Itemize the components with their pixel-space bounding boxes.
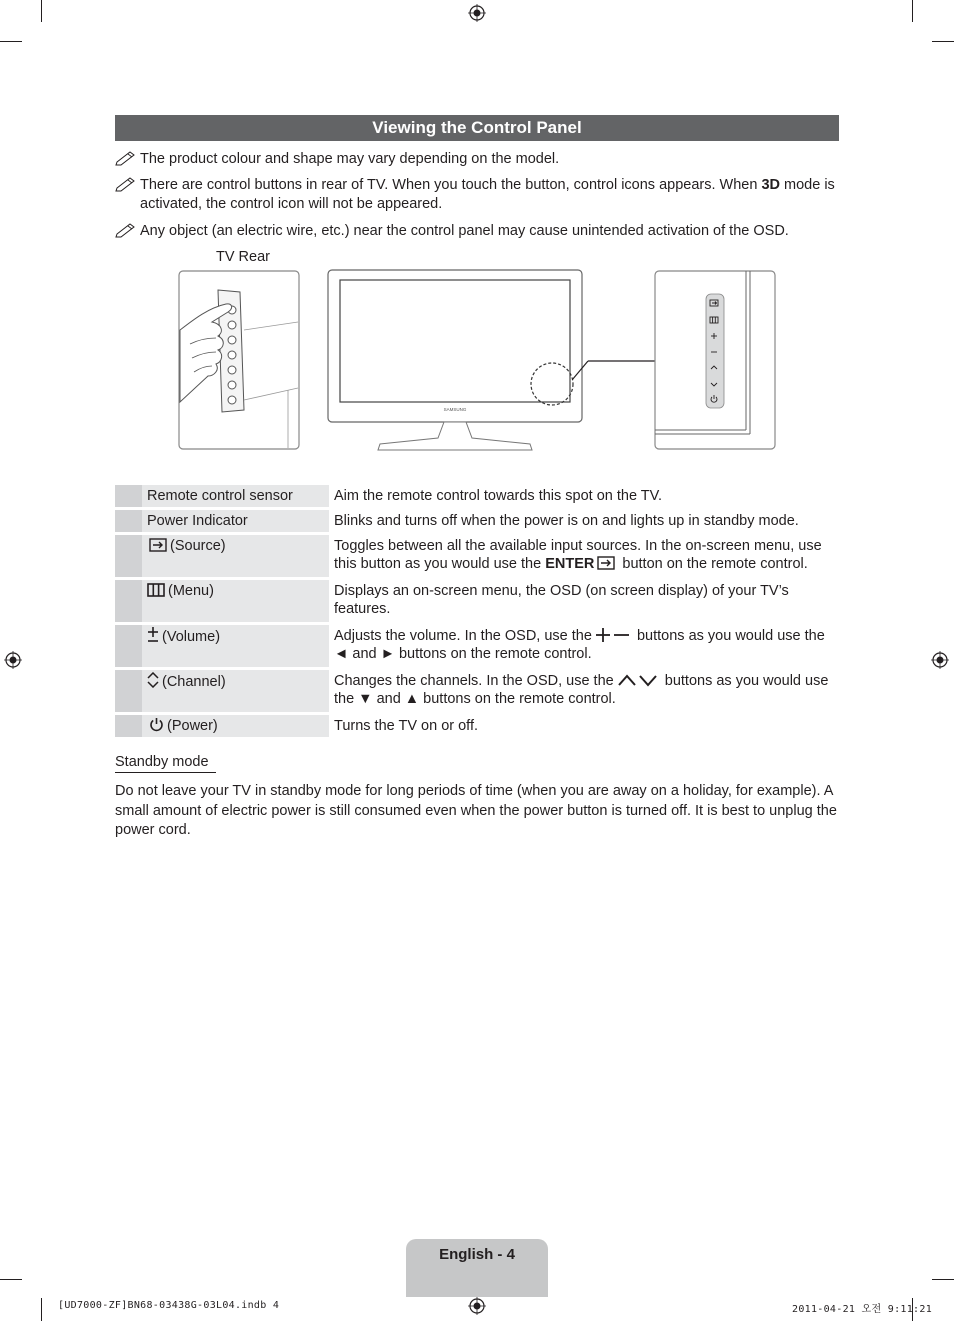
crop-mark <box>0 1279 22 1280</box>
row-description: buttons as you would use the ▼ and ▲ buttons on the remote control. <box>334 673 829 707</box>
table-row <box>115 715 839 737</box>
row-name: Power Indicator <box>142 510 329 532</box>
pencil-note-icon <box>115 150 137 166</box>
pencil-note-icon <box>115 176 137 192</box>
note-control-buttons <box>115 176 839 214</box>
volume-icon <box>147 627 159 643</box>
row-description: buttons as you would use the ◄ and ► buttons on the remote control. <box>334 628 825 662</box>
enter-icon <box>597 556 615 570</box>
enter-label: ENTER <box>545 556 595 572</box>
note-electric-wire <box>115 222 789 241</box>
crop-mark <box>0 41 22 42</box>
control-panel-closeup <box>654 270 776 450</box>
table-row <box>115 535 839 577</box>
registration-mark-icon <box>468 1297 486 1315</box>
row-description: Turns the TV on or off. <box>334 718 479 734</box>
table-row <box>115 670 839 712</box>
table-row <box>115 580 839 622</box>
note-text: There are control buttons in rear of TV. When you touch the button, control icons appears. When <box>140 177 762 193</box>
row-description: Toggles between all the available input sources. In the on-screen menu, use this button as you would use the <box>334 538 822 572</box>
print-timestamp: 2011-04-21 오전 9:11:21 <box>792 1304 933 1315</box>
row-marker <box>115 670 142 712</box>
table-row <box>115 625 839 667</box>
power-icon <box>149 717 164 732</box>
row-name: (Channel) <box>162 674 226 690</box>
row-marker <box>115 510 142 532</box>
callout-line <box>572 360 656 382</box>
note-text: The product colour and shape may vary depending on the model. <box>140 151 560 167</box>
tv-brand-logo: SAMSUNG <box>443 407 467 412</box>
table-row <box>115 485 839 507</box>
registration-mark-icon <box>468 4 486 22</box>
note-colour <box>115 150 559 169</box>
registration-mark-icon <box>931 651 949 669</box>
section-title: Viewing the Control Panel <box>115 115 839 141</box>
row-name: (Source) <box>170 538 226 554</box>
tv-rear-hand-illustration <box>178 270 300 450</box>
crop-mark <box>932 1279 954 1280</box>
row-name: (Power) <box>167 718 218 734</box>
row-marker <box>115 580 142 622</box>
note-text: mode is activated, the control icon will not be appeared. <box>140 177 835 212</box>
row-marker <box>115 625 142 667</box>
crop-mark <box>932 41 954 42</box>
menu-icon <box>147 583 165 597</box>
row-description: Adjusts the volume. In the OSD, use the <box>334 628 596 644</box>
crop-mark <box>912 0 913 22</box>
row-name: Remote control sensor <box>142 485 329 507</box>
crop-mark <box>41 0 42 22</box>
row-name: (Volume) <box>162 629 221 645</box>
up-down-chevron-icon <box>618 673 658 687</box>
table-row <box>115 510 839 532</box>
file-slug: [UD7000-ZF]BN68-03438G-03L04.indb 4 <box>58 1300 280 1311</box>
row-marker <box>115 715 142 737</box>
row-description: button on the remote control. <box>618 556 808 572</box>
row-description: Aim the remote control towards this spot on the TV. <box>334 488 663 504</box>
row-marker <box>115 485 142 507</box>
row-description: Changes the channels. In the OSD, use the <box>334 673 618 689</box>
plus-minus-icon <box>596 628 630 642</box>
source-icon <box>149 538 167 552</box>
tv-front-illustration <box>326 268 584 456</box>
registration-mark-icon <box>4 651 22 669</box>
note-text: Any object (an electric wire, etc.) near the control panel may cause unintended activation of the OSD. <box>140 223 789 239</box>
channel-icon <box>147 672 159 688</box>
row-description: Blinks and turns off when the power is on and lights up in standby mode. <box>334 513 799 529</box>
page-number: English - 4 <box>406 1239 548 1297</box>
row-description: Displays an on-screen menu, the OSD (on screen display) of your TV’s features. <box>334 583 789 617</box>
standby-heading: Standby mode <box>115 754 216 773</box>
tv-rear-label: TV Rear <box>216 249 270 265</box>
note-3d-label: 3D <box>761 177 780 193</box>
row-name: (Menu) <box>168 583 214 599</box>
standby-text: Do not leave your TV in standby mode for long periods of time (when you are away on a holiday, for example). A small amount of electric power is still consumed even when the power button is turned off. It is best to unplug the power cord. <box>115 783 837 838</box>
row-marker <box>115 535 142 577</box>
pencil-note-icon <box>115 222 137 238</box>
crop-mark <box>41 1298 42 1321</box>
control-panel-table <box>115 482 839 740</box>
